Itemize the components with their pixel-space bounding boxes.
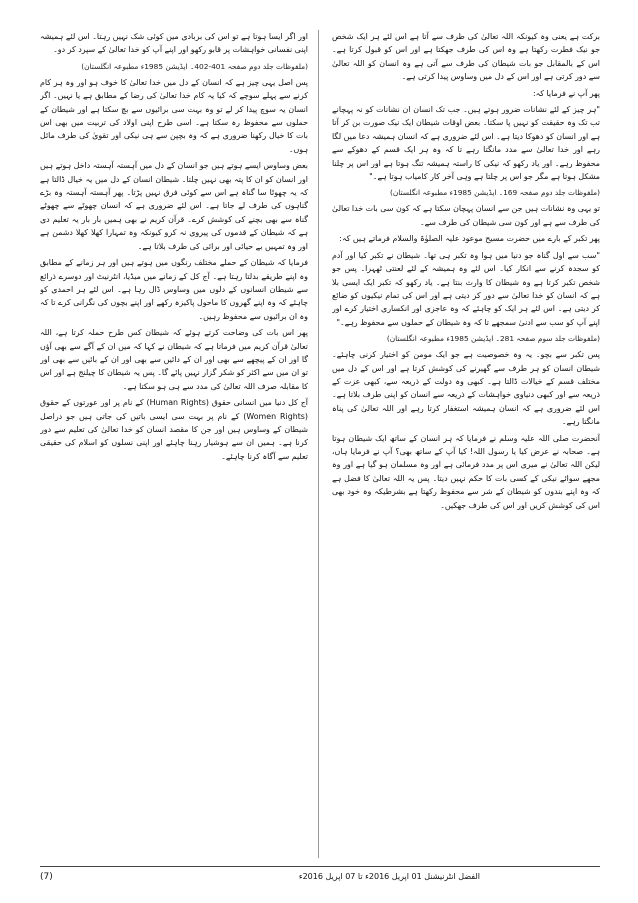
- paragraph: پھر آپ نے فرمایا کہ:: [532, 88, 600, 98]
- paragraph: پھر تکبر کے بارے میں حضرت مسیح موعود علیہ الصلوٰۃ والسلام فرماتے ہیں کہ:: [339, 234, 600, 244]
- paragraph: پس اصل یہی چیز ہے کہ انسان کے دل میں خدا تعالیٰ کا خوف ہو اور وہ ہر کام کرنے سے پہلے سوچے کہ کیا یہ کام خدا تعالیٰ کی رضا کے مطابق ہے یا نہیں۔ اگر انسان یہ سوچ پیدا کر لے تو وہ بہت سی برائیوں سے بچ سکتا ہے اور شیطان کے حملوں سے محفوظ رہ سکتا ہے۔ اسی طرح اپنی اولاد کی تربیت میں بھی اس بات کا خیال رکھنا ضروری ہے کہ وہ بچپن سے ہی نیکی اور تقویٰ کی طرف مائل ہوں۔: [40, 77, 308, 154]
- reference-citation: (ملفوظات جلد دوم صفحہ 401-402۔ ایڈیشن 1985ء مطبوعہ انگلستان): [81, 61, 308, 71]
- paragraph: تو یہی وہ نشانات ہیں جن سے انسان پہچان سکتا ہے کہ کون سی بات خدا تعالیٰ کی طرف سے ہے اور کون سی شیطان کی طرف سے۔: [332, 204, 600, 227]
- paragraph: "سب سے اول گناہ جو دنیا میں ہوا وہ تکبر ہی تھا۔ شیطان نے تکبر کیا اور آدم کو سجدہ کرنے سے انکار کیا۔ اس لئے وہ ہمیشہ کے لئے لعنتی ٹھہرا۔ پس جو شخص تکبر کرتا ہے وہ شیطان کا وارث بنتا ہے۔ یاد رکھو کہ تکبر ایک ایسی بلا ہے کہ انسان کو خدا تعالیٰ سے دور کر دیتی ہے اور اس کی تمام نیکیوں کو ضائع کر دیتی ہے۔ اس لئے ہر ایک کو چاہئے کہ وہ عاجزی اور انکساری اختیار کرے اور اپنے آپ کو سب سے ادنیٰ سمجھے تا کہ وہ شیطان کے حملوں سے محفوظ رہے۔": [332, 250, 600, 327]
- paragraph: اور اگر ایسا ہوتا ہے تو اس کی بربادی میں کوئی شک نہیں رہتا۔ اس لئے ہمیشہ اپنی نفسانی خواہشات پر قابو رکھو اور اپنے آپ کو خدا تعالیٰ کے سپرد کر دو۔: [40, 32, 308, 55]
- right-column: [332, 30, 600, 858]
- paragraph: فرمایا کہ شیطان کے حملے مختلف رنگوں میں ہوتے ہیں اور ہر زمانے کے مطابق وہ اپنے طریقے بدلتا رہتا ہے۔ آج کل کے زمانے میں میڈیا، انٹرنیٹ اور دوسرے ذرائع سے شیطان انسانوں کے دلوں میں وساوس ڈال رہا ہے۔ اس لئے ہر احمدی کو چاہئے کہ وہ اپنے گھروں کا ماحول پاکیزہ رکھے اور اپنے بچوں کی نگرانی کرے تا کہ وہ ان برائیوں سے محفوظ رہیں۔: [40, 258, 308, 321]
- reference-citation: (ملفوظات جلد سوم صفحہ 281۔ ایڈیشن 1985ء مطبوعہ انگلستان): [386, 334, 600, 344]
- publication-line: الفضل انٹرنیشنل 01 اپریل 2016ء تا 07 اپریل 2016ء: [298, 872, 480, 881]
- paragraph: پس تکبر سے بچو۔ یہ وہ خصوصیت ہے جو ایک مومن کو اختیار کرنی چاہئے۔ شیطان انسان کو ہر طرف سے گھیرنے کی کوشش کرتا ہے اور اس کے دل میں مختلف قسم کے خیالات ڈالتا ہے۔ کبھی وہ دولت کے ذریعہ سے، کبھی عزت کے ذریعہ سے اور کبھی دنیاوی خواہشات کے ذریعہ سے انسان کو اپنی طرف بلاتا ہے۔ اس لئے ضروری ہے کہ انسان ہمیشہ استغفار کرتا رہے اور اللہ تعالیٰ کی پناہ مانگتا رہے۔: [332, 350, 600, 427]
- column-divider: [318, 30, 319, 858]
- reference-citation: (ملفوظات جلد دوم صفحہ 169۔ ایڈیشن 1985ء مطبوعہ انگلستان): [389, 188, 600, 198]
- paragraph: "ہر چیز کے لئے نشانات ضرور ہوتے ہیں۔ جب تک انسان ان نشانات کو نہ پہچانے تب تک وہ حقیقت کو نہیں پا سکتا۔ بعض اوقات شیطان ایک نیک صورت بن کر آتا ہے اور انسان کو دھوکا دیتا ہے۔ اس لئے ضروری ہے کہ انسان ہمیشہ دعا میں لگا رہے اور خدا تعالیٰ سے مدد مانگتا رہے تا کہ وہ ہر ایک قسم کے دھوکے سے محفوظ رہے۔ اور یاد رکھو کہ نیکی کا راستہ ہمیشہ تنگ ہوتا ہے اور اس پر چلنا مشکل ہوتا ہے مگر جو اس پر چلتا ہے وہی آخر کار کامیاب ہوتا ہے۔": [332, 105, 600, 182]
- paragraph: بعض وساوس ایسے ہوتے ہیں جو انسان کے دل میں آہستہ آہستہ داخل ہوتے ہیں اور انسان کو ان کا پتہ بھی نہیں چلتا۔ شیطان انسان کے دل میں یہ خیال ڈالتا ہے کہ یہ چھوٹا سا گناہ ہے اس سے کوئی فرق نہیں پڑتا۔ پھر آہستہ آہستہ وہ بڑے گناہوں کی طرف لے جاتا ہے۔ اس لئے ضروری ہے کہ انسان چھوٹے سے چھوٹے گناہ سے بھی بچنے کی کوشش کرے۔ قرآن کریم نے بھی ہمیں بار بار یہ تعلیم دی ہے کہ شیطان کے قدموں کی پیروی نہ کرو کیونکہ وہ تمہارا کھلا کھلا دشمن ہے اور وہ تمہیں بے حیائی اور برائی کی طرف بلاتا ہے۔: [40, 161, 308, 251]
- left-column: [40, 30, 308, 858]
- article-columns: [40, 30, 600, 858]
- paragraph: آج کل دنیا میں انسانی حقوق (Human Rights) کے نام پر اور عورتوں کے حقوق (Women Rights) کے نام پر بہت سی ایسی باتیں کی جاتی ہیں جو دراصل شیطان کے وساوس ہیں اور جن کا مقصد انسان کو خدا تعالیٰ کی تعلیم سے دور کرنا ہے۔ ہمیں ان سے ہوشیار رہنا چاہئے اور اپنی نسلوں کو اسلام کی حقیقی تعلیم سے آگاہ کرنا چاہئے۔: [40, 398, 308, 461]
- paragraph: آنحضرت صلی اللہ علیہ وسلم نے فرمایا کہ ہر انسان کے ساتھ ایک شیطان ہوتا ہے۔ صحابہ نے عرض کیا یا رسول اللہ! کیا آپ کے ساتھ بھی؟ آپ نے فرمایا ہاں، لیکن اللہ تعالیٰ نے میری اس پر مدد فرمائی ہے اور وہ مسلمان ہو گیا ہے اور وہ مجھے سوائے نیکی کے کسی بات کا حکم نہیں دیتا۔ پس یہ اللہ تعالیٰ کا فضل ہے کہ وہ اپنے بندوں کو شیطان کے شر سے محفوظ رکھتا ہے بشرطیکہ وہ خود بھی اس کی کوشش کریں اور اس کی طرف جھکیں۔: [332, 433, 600, 510]
- paragraph: پھر اس بات کی وضاحت کرتے ہوئے کہ شیطان کس طرح حملہ کرتا ہے، اللہ تعالیٰ قرآن کریم میں فرماتا ہے کہ شیطان نے کہا کہ میں ان کے آگے سے بھی آؤں گا اور ان کے پیچھے سے بھی اور ان کے دائیں سے بھی اور ان کے بائیں سے بھی اور تو ان میں سے اکثر کو شکر گزار نہیں پائے گا۔ پس یہ شیطان کا چیلنج ہے اور اس کا مقابلہ صرف اللہ تعالیٰ کی مدد سے ہی ہو سکتا ہے۔: [40, 328, 308, 391]
- paragraph: برکت ہے یعنی وہ کیونکہ اللہ تعالیٰ کی طرف سے آتا ہے اس لئے ہر ایک شخص جو نیک فطرت رکھتا ہے وہ اس کی طرف جھکتا ہے اور اس کو قبول کرتا ہے۔ اس کے بالمقابل جو بات شیطان کی طرف سے آتی ہے وہ انسان کو اللہ تعالیٰ سے دور کرتی ہے اور اس کے دل میں وساوس پیدا کرتی ہے۔: [332, 32, 600, 82]
- page-footer: [40, 872, 600, 888]
- footer-rule: [40, 866, 600, 867]
- page-number: (7): [40, 872, 53, 882]
